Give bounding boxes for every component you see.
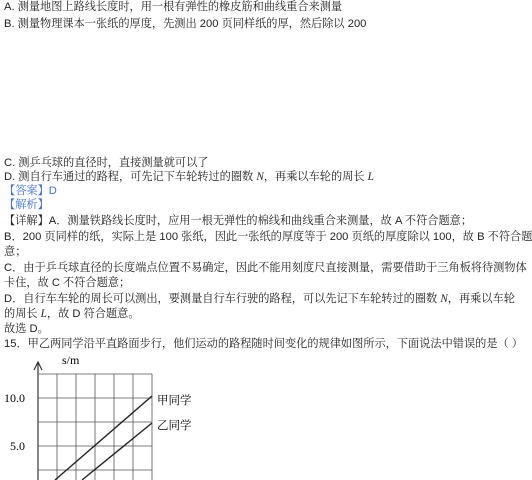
detail-4a-text-post: ，再乘以车轮 — [447, 293, 515, 305]
option-d — [4, 170, 476, 184]
question-15: 15．甲乙两同学沿平直路面步行，他们运动的路程随时间变化的规律如图所示，下面说法中错误的是（ ） — [4, 338, 523, 350]
y-tick-10: 10.0 — [4, 391, 25, 405]
detail-4b-text: 的周长 — [4, 308, 41, 320]
detail-line-4b — [4, 307, 476, 321]
conclusion: 故选 D。 — [4, 323, 49, 335]
vertical-grid — [57, 374, 152, 480]
y-axis-label: s/m — [62, 353, 80, 367]
line-yi — [82, 423, 152, 480]
option-d-n: N — [256, 171, 264, 183]
option-d-text-mid: ，再乘以车轮的周长 — [263, 171, 368, 183]
detail-4a-n: N — [440, 293, 448, 305]
detail-4a-text: D．自行车车轮的周长可以测出，要测量自行车行驶的路程，可以先记下车轮转过的圈数 — [4, 293, 441, 305]
option-a-top: A. 测量地图上路线长度时，用一根有弹性的橡皮筋和曲线重合来测量 — [4, 1, 343, 13]
detail-line-4a — [4, 292, 515, 306]
distance-time-graph — [0, 350, 480, 480]
detail-4b-l: L — [40, 308, 47, 320]
line-jia — [55, 396, 152, 480]
label-yi: 乙同学 — [157, 420, 192, 432]
option-c: C. 测乒乓球的直径时，直接测量就可以了 — [4, 157, 209, 169]
label-jia: 甲同学 — [157, 395, 192, 407]
detail-4b-text-post: ，故 D 符合题意。 — [46, 308, 140, 320]
detail-line-2b: 意； — [4, 246, 27, 258]
option-b-top: B. 测量物理课本一张纸的厚度，先测出 200 页同样纸的厚，然后除以 200 — [4, 18, 367, 30]
option-d-l: L — [367, 171, 374, 183]
detail-line-3b: 卡住，故 C 不符合题意； — [4, 277, 131, 289]
detail-line-3a: C．由于乒乓球直径的长度端点位置不易确定，因此不能用刻度尺直接测量，需要借助于三角板将待测物体 — [4, 262, 527, 274]
answer-label: 【答案】D — [4, 185, 57, 197]
detail-line-2a: B．200 页同样的纸，实际上是 100 张纸，因此一张纸的厚度等于 200 页纸的厚度除以 100，故 B 不符合题 — [4, 231, 532, 243]
option-d-text: D. 测自行车通过的路程，可先记下车轮转过的圈数 — [4, 171, 257, 183]
detail-line-1: 【详解】A．测量铁路线长度时，应用一根无弹性的棉线和曲线重合来测量，故 A 不符合题意； — [4, 215, 473, 227]
y-tick-5: 5.0 — [10, 439, 25, 453]
analysis-label: 【解析】 — [4, 199, 49, 211]
